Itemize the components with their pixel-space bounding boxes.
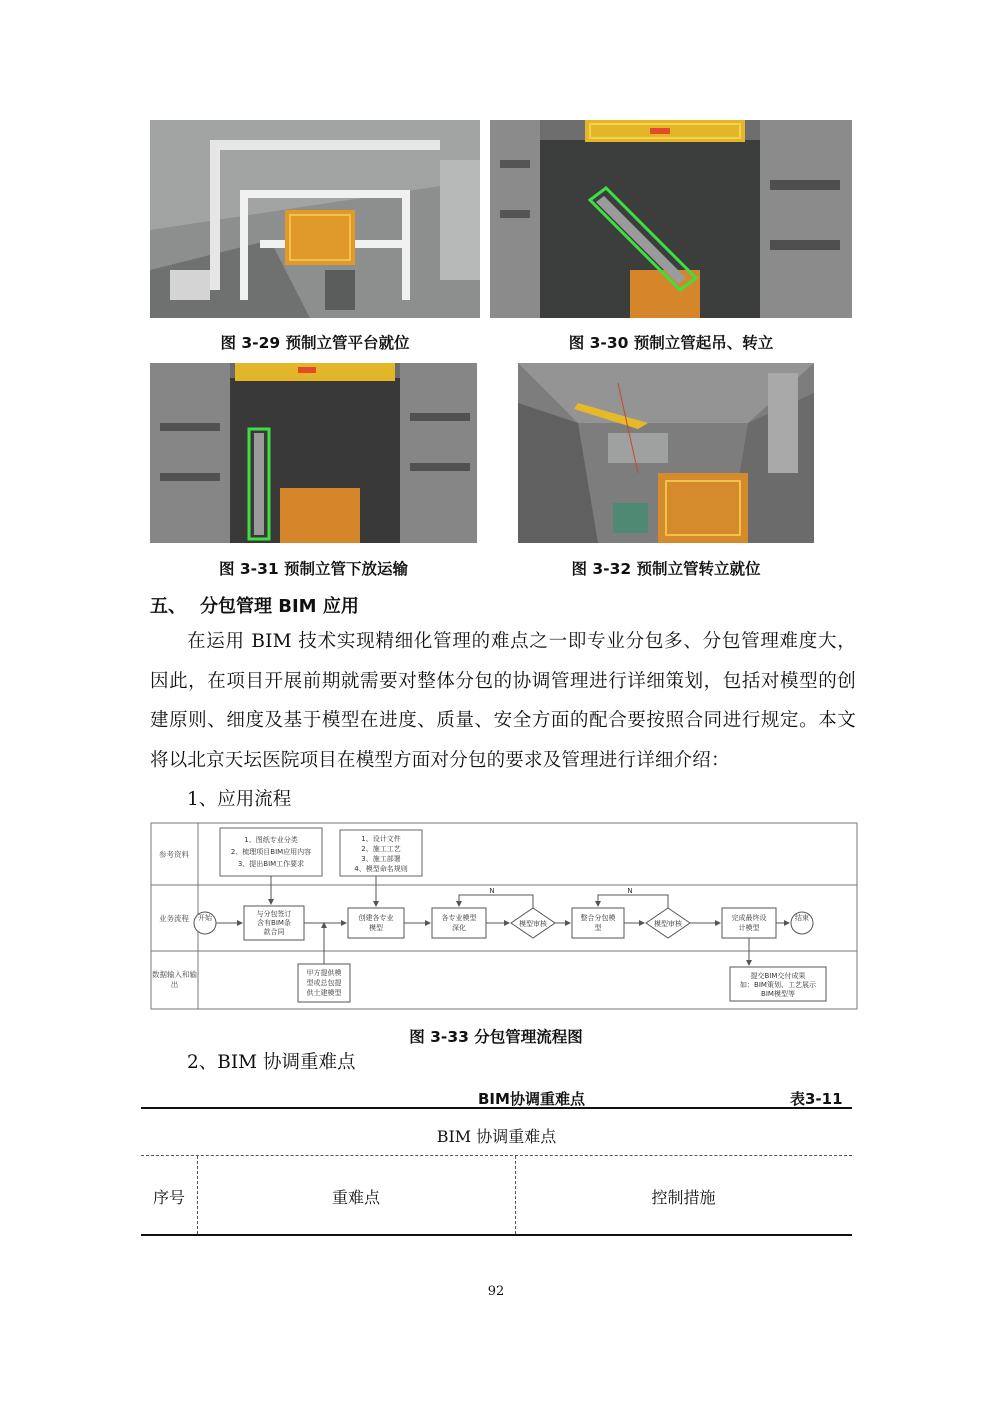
table-top-rule bbox=[141, 1107, 852, 1109]
step3-line-1: 各专业模型 bbox=[441, 914, 477, 922]
table-col-header-difficulty: 重难点 bbox=[331, 1188, 380, 1207]
step4-line-1: 整合分包模 bbox=[580, 914, 616, 922]
table-title: BIM协调重难点 bbox=[478, 1090, 585, 1108]
input1-line-2: 型或总包提 bbox=[306, 979, 342, 987]
section-heading bbox=[150, 592, 359, 618]
ref1-line-2: 2、梳理项目BIM应用内容 bbox=[230, 848, 312, 856]
table-mid-rule bbox=[141, 1155, 852, 1156]
figure-3-31-caption: 图 3-31 预制立管下放运输 bbox=[218, 560, 409, 578]
lane-label-reference: 参考资料 bbox=[159, 850, 189, 859]
lane-label-process: 业务流程 bbox=[159, 914, 189, 923]
review2-node: 模型审核 bbox=[654, 920, 682, 928]
input1-line-3: 供土建模型 bbox=[306, 989, 342, 997]
output1-line-1: 提交BIM交付成果 bbox=[750, 972, 806, 980]
end-node: 结束 bbox=[795, 914, 809, 922]
ref2-line-4: 4、模型命名规则 bbox=[354, 865, 408, 873]
section-title: 分包管理 BIM 应用 bbox=[200, 596, 359, 617]
start-node: 开始 bbox=[198, 914, 212, 922]
no-label-1: N bbox=[489, 887, 495, 895]
page-number: 92 bbox=[487, 1284, 505, 1299]
step3-line-2: 深化 bbox=[452, 924, 466, 932]
step2-line-2: 模型 bbox=[369, 924, 383, 932]
ref2-line-3: 3、施工部署 bbox=[361, 855, 401, 863]
step1-line-3: 款合同 bbox=[263, 928, 285, 936]
table-span-header: BIM 协调重难点 bbox=[436, 1127, 557, 1146]
subheading-flow: 1、应用流程 bbox=[187, 789, 292, 810]
output1-line-3: BIM模型等 bbox=[761, 990, 795, 998]
step1-line-2: 含有BIM条 bbox=[257, 919, 291, 927]
figure-3-30-caption: 图 3-30 预制立管起吊、转立 bbox=[568, 334, 774, 352]
review1-node: 模型审核 bbox=[519, 920, 547, 928]
step4-line-2: 型 bbox=[594, 924, 602, 932]
table-col-header-measures: 控制措施 bbox=[651, 1188, 716, 1207]
ref1-line-3: 3、提出BIM工作要求 bbox=[237, 860, 305, 868]
step1-line-1: 与分包签订 bbox=[256, 910, 292, 918]
ref2-line-2: 2、施工工艺 bbox=[361, 845, 401, 853]
figure-3-31-image bbox=[150, 363, 477, 543]
figure-3-32-image bbox=[518, 363, 814, 543]
no-label-2: N bbox=[627, 887, 633, 895]
table-col-header-index: 序号 bbox=[152, 1188, 185, 1207]
step5-line-1: 完成最终设 bbox=[731, 914, 767, 922]
flowchart-figure-3-33 bbox=[150, 822, 858, 1010]
step2-line-1: 创建各专业 bbox=[358, 914, 394, 922]
lane-label-io: 数据输入和输出 bbox=[152, 970, 197, 989]
figure-3-32-caption: 图 3-32 预制立管转立就位 bbox=[571, 560, 761, 578]
table-bottom-rule bbox=[141, 1234, 852, 1236]
table-number: 表3-11 bbox=[790, 1090, 843, 1108]
figure-3-33-caption: 图 3-33 分包管理流程图 bbox=[409, 1028, 583, 1046]
ref1-line-1: 1、图纸专业分类 bbox=[244, 836, 298, 844]
ref2-line-1: 1、设计文件 bbox=[361, 835, 401, 843]
figure-3-29-caption: 图 3-29 预制立管平台就位 bbox=[220, 334, 410, 352]
input1-line-1: 甲方提供模 bbox=[306, 969, 342, 977]
section-number: 五、 bbox=[150, 596, 186, 617]
figure-3-29-image bbox=[150, 120, 480, 318]
output1-line-2: 如：BIM策划、工艺展示 bbox=[740, 981, 816, 989]
subheading-coordination: 2、BIM 协调重难点 bbox=[187, 1052, 356, 1073]
step5-line-2: 计模型 bbox=[738, 924, 760, 932]
figure-3-30-image bbox=[490, 120, 852, 318]
body-paragraph: 在运用 BIM 技术实现精细化管理的难点之一即专业分包多、分包管理难度大，因此，在项目开展前期就需要对整体分包的协调管理进行详细策划，包括对模型的创建原则、细度及基于模型在进度、质量、安全方面的配合要按照合同进行规定。本文将以北京天坛医院项目在模型方面对分包的要求及管理进行详细介绍： bbox=[150, 631, 856, 771]
